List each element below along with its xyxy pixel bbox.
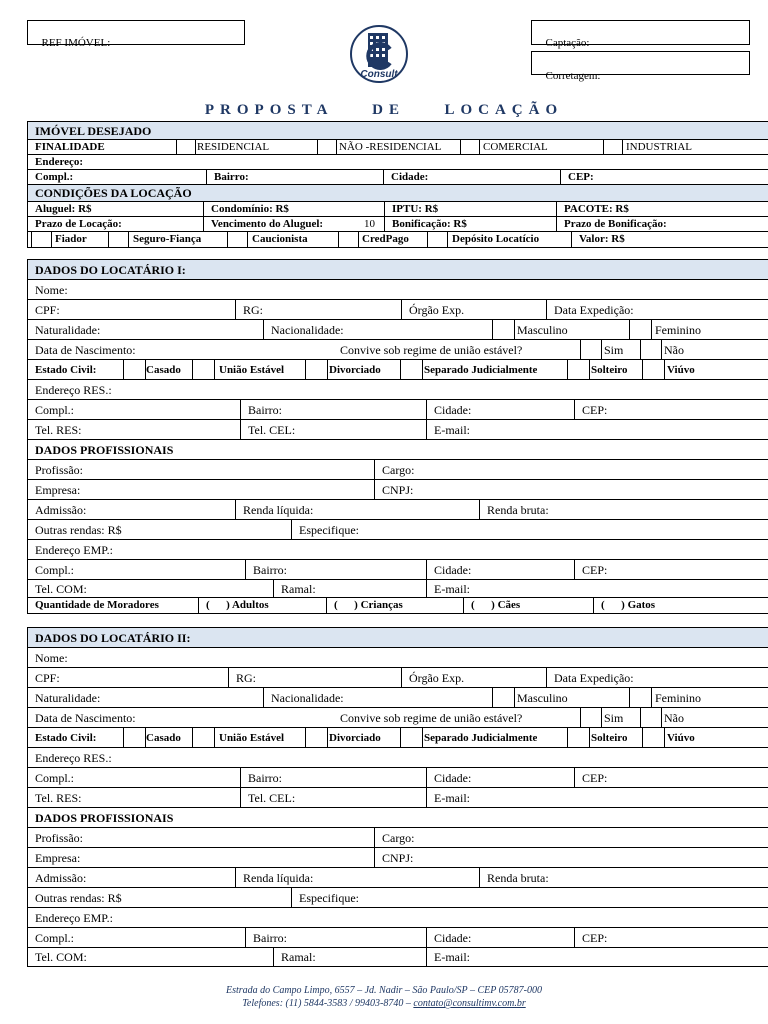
- estado-civil-label: Estado Civil:: [35, 364, 97, 376]
- empresa-field[interactable]: Empresa:: [35, 851, 81, 865]
- footer-address: Estrada do Campo Limpo, 6557 – Jd. Nadir – São Paulo/SP – CEP 05787-000: [225, 985, 543, 996]
- uniao-estavel-label: Convive sob regime de união estável?: [340, 711, 523, 725]
- res-bairro-field[interactable]: Bairro:: [240, 400, 282, 419]
- finalidade-label: FINALIDADE: [35, 141, 105, 153]
- uniao-sim-label: Sim: [604, 711, 624, 725]
- condicoes-heading: CONDIÇÕES DA LOCAÇÃO: [35, 186, 192, 200]
- captacao-label: Captação:: [545, 37, 590, 49]
- profissao-field[interactable]: Profissão:: [35, 831, 83, 845]
- prazo-bonificacao-field[interactable]: Prazo de Bonificação:: [556, 217, 667, 231]
- bonificacao-field[interactable]: Bonificação: R$: [384, 217, 467, 231]
- locatario-1-heading: DADOS DO LOCATÁRIO I:: [35, 263, 186, 277]
- nao-residencial-label: NÃO -RESIDENCIAL: [339, 141, 442, 153]
- iptu-field[interactable]: IPTU: R$: [384, 202, 438, 216]
- locatario-1-section: [27, 259, 768, 614]
- aluguel-field[interactable]: Aluguel: R$: [35, 203, 92, 215]
- data-nascimento-field[interactable]: Data de Nascimento:: [35, 711, 136, 725]
- naturalidade-field[interactable]: Naturalidade:: [35, 323, 101, 337]
- uniao-nao-label: Não: [664, 711, 684, 725]
- feminino-label: Feminino: [655, 323, 702, 337]
- uniao-estavel-status-label: União Estável: [219, 732, 285, 744]
- emp-cidade-field[interactable]: Cidade:: [426, 560, 471, 579]
- industrial-label: INDUSTRIAL: [626, 141, 692, 153]
- prazo-locacao-field[interactable]: Prazo de Locação:: [35, 218, 122, 230]
- emp-bairro-field[interactable]: Bairro:: [245, 928, 287, 947]
- comercial-label: COMERCIAL: [483, 141, 548, 153]
- nacionalidade-field[interactable]: Nacionalidade:: [263, 320, 344, 339]
- renda-liquida-field[interactable]: Renda líquida:: [235, 868, 313, 887]
- footer-phones: Telefones: (11) 5844-3583 / 99403-8740 –: [242, 998, 414, 1009]
- solteiro-label: Solteiro: [591, 364, 628, 376]
- compl-field[interactable]: Compl.:: [35, 171, 74, 183]
- uniao-estavel-label: Convive sob regime de união estável?: [340, 343, 523, 357]
- res-compl-field[interactable]: Compl.:: [35, 771, 75, 785]
- cidade-field[interactable]: Cidade:: [383, 170, 428, 184]
- tel-cel-field[interactable]: Tel. CEL:: [240, 420, 295, 439]
- res-cep-field[interactable]: CEP:: [574, 768, 607, 787]
- corretagem-label: Corretagem:: [545, 70, 601, 82]
- bairro-field[interactable]: Bairro:: [206, 170, 249, 184]
- cpf-field[interactable]: CPF:: [35, 671, 60, 685]
- renda-bruta-field[interactable]: Renda bruta:: [479, 868, 549, 887]
- separado-label: Separado Judicialmente: [424, 732, 538, 744]
- page-title: PROPOSTA DE LOCAÇÃO: [204, 102, 564, 118]
- uniao-estavel-status-label: União Estável: [219, 364, 285, 376]
- especifique-field[interactable]: Especifique:: [291, 520, 359, 539]
- imovel-heading: IMÓVEL DESEJADO: [35, 124, 152, 138]
- vencimento-label: Vencimento do Aluguel:: [203, 217, 323, 231]
- moradores-label: Quantidade de Moradores: [35, 599, 159, 611]
- uniao-nao-label: Não: [664, 343, 684, 357]
- naturalidade-field[interactable]: Naturalidade:: [35, 691, 101, 705]
- nome-field[interactable]: Nome:: [35, 283, 68, 297]
- ref-imovel-field[interactable]: [27, 20, 245, 49]
- feminino-label: Feminino: [655, 691, 702, 705]
- renda-bruta-field[interactable]: Renda bruta:: [479, 500, 549, 519]
- caes-field[interactable]: ( ) Cães: [463, 598, 520, 613]
- captacao-field[interactable]: [531, 20, 750, 49]
- locatario-2-section: [27, 627, 768, 967]
- divorciado-label: Divorciado: [329, 732, 381, 744]
- renda-liquida-field[interactable]: Renda líquida:: [235, 500, 313, 519]
- res-compl-field[interactable]: Compl.:: [35, 403, 75, 417]
- caucionista-label: Caucionista: [252, 233, 308, 245]
- adultos-field[interactable]: ( ) Adultos: [198, 598, 269, 613]
- dados-profissionais-heading: DADOS PROFISSIONAIS: [35, 811, 174, 825]
- data-expedicao-field[interactable]: Data Expedição:: [546, 300, 634, 319]
- tel-com-field[interactable]: Tel. COM:: [35, 582, 87, 596]
- endereco-res-field[interactable]: Endereço RES.:: [35, 383, 112, 397]
- outras-rendas-field[interactable]: Outras rendas: R$: [35, 891, 122, 905]
- corretagem-field[interactable]: [531, 51, 750, 82]
- emp-cidade-field[interactable]: Cidade:: [426, 928, 471, 947]
- criancas-field[interactable]: ( ) Crianças: [326, 598, 403, 613]
- orgao-exp-field[interactable]: Órgão Exp.: [401, 300, 464, 319]
- footer-contacts: [0, 997, 768, 1010]
- estado-civil-label: Estado Civil:: [35, 732, 97, 744]
- svg-text:Consult: Consult: [360, 69, 398, 80]
- endereco-emp-field[interactable]: Endereço EMP.:: [35, 911, 113, 925]
- email-field[interactable]: E-mail:: [426, 420, 470, 439]
- email-field[interactable]: E-mail:: [426, 788, 470, 807]
- res-bairro-field[interactable]: Bairro:: [240, 768, 282, 787]
- residencial-label: RESIDENCIAL: [197, 141, 270, 153]
- profissao-field[interactable]: Profissão:: [35, 463, 83, 477]
- res-cep-field[interactable]: CEP:: [574, 400, 607, 419]
- ramal-field[interactable]: Ramal:: [273, 580, 316, 597]
- res-cidade-field[interactable]: Cidade:: [426, 400, 471, 419]
- admissao-field[interactable]: Admissão:: [35, 871, 87, 885]
- locatario-2-heading: DADOS DO LOCATÁRIO II:: [35, 631, 191, 645]
- seguro-fianca-label: Seguro-Fiança: [133, 233, 202, 245]
- nacionalidade-field[interactable]: Nacionalidade:: [263, 688, 344, 707]
- fiador-label: Fiador: [55, 233, 87, 245]
- orgao-exp-field[interactable]: Órgão Exp.: [401, 668, 464, 687]
- data-nascimento-field[interactable]: Data de Nascimento:: [35, 343, 136, 357]
- emp-compl-field[interactable]: Compl.:: [35, 931, 75, 945]
- cargo-field[interactable]: Cargo:: [374, 460, 414, 479]
- pacote-field[interactable]: PACOTE: R$: [556, 202, 629, 216]
- nome-field[interactable]: Nome:: [35, 651, 68, 665]
- cpf-field[interactable]: CPF:: [35, 303, 60, 317]
- cnpj-field[interactable]: CNPJ:: [374, 848, 413, 867]
- ref-imovel-label: REF IMÓVEL:: [41, 37, 111, 49]
- emp-email-field[interactable]: E-mail:: [426, 948, 470, 966]
- tel-res-field[interactable]: Tel. RES:: [35, 423, 82, 437]
- gatos-field[interactable]: ( ) Gatos: [593, 598, 655, 613]
- emp-cep-field[interactable]: CEP:: [574, 928, 607, 947]
- masculino-label: Masculino: [517, 691, 568, 705]
- vencimento-value[interactable]: 10: [364, 218, 375, 230]
- emp-cep-field[interactable]: CEP:: [574, 560, 607, 579]
- admissao-field[interactable]: Admissão:: [35, 503, 87, 517]
- emp-email-field[interactable]: E-mail:: [426, 580, 470, 597]
- casado-label: Casado: [146, 732, 181, 744]
- rg-field[interactable]: RG:: [235, 300, 263, 319]
- masculino-label: Masculino: [517, 323, 568, 337]
- imovel-section: [27, 121, 768, 248]
- viuvo-label: Viúvo: [667, 364, 695, 376]
- solteiro-label: Solteiro: [591, 732, 628, 744]
- divorciado-label: Divorciado: [329, 364, 381, 376]
- endereco-field[interactable]: Endereço:: [35, 156, 84, 168]
- ramal-field[interactable]: Ramal:: [273, 948, 316, 966]
- valor-field[interactable]: Valor: R$: [571, 232, 625, 247]
- dados-profissionais-heading: DADOS PROFISSIONAIS: [35, 443, 174, 457]
- especifique-field[interactable]: Especifique:: [291, 888, 359, 907]
- tel-cel-field[interactable]: Tel. CEL:: [240, 788, 295, 807]
- cep-field[interactable]: CEP:: [560, 170, 594, 184]
- tel-res-field[interactable]: Tel. RES:: [35, 791, 82, 805]
- condominio-field[interactable]: Condomínio: R$: [203, 202, 289, 216]
- tel-com-field[interactable]: Tel. COM:: [35, 950, 87, 964]
- data-expedicao-field[interactable]: Data Expedição:: [546, 668, 634, 687]
- endereco-res-field[interactable]: Endereço RES.:: [35, 751, 112, 765]
- emp-bairro-field[interactable]: Bairro:: [245, 560, 287, 579]
- consult-logo: [346, 25, 412, 87]
- viuvo-label: Viúvo: [667, 732, 695, 744]
- res-cidade-field[interactable]: Cidade:: [426, 768, 471, 787]
- deposito-label: Depósito Locatício: [452, 233, 540, 245]
- footer-email-link[interactable]: contato@consultimv.com.br: [413, 998, 526, 1009]
- endereco-emp-field[interactable]: Endereço EMP.:: [35, 543, 113, 557]
- outras-rendas-field[interactable]: Outras rendas: R$: [35, 523, 122, 537]
- cnpj-field[interactable]: CNPJ:: [374, 480, 413, 499]
- uniao-sim-label: Sim: [604, 343, 624, 357]
- separado-label: Separado Judicialmente: [424, 364, 538, 376]
- rg-field[interactable]: RG:: [228, 668, 256, 687]
- cargo-field[interactable]: Cargo:: [374, 828, 414, 847]
- emp-compl-field[interactable]: Compl.:: [35, 563, 75, 577]
- casado-label: Casado: [146, 364, 181, 376]
- empresa-field[interactable]: Empresa:: [35, 483, 81, 497]
- credpago-label: CredPago: [362, 233, 409, 245]
